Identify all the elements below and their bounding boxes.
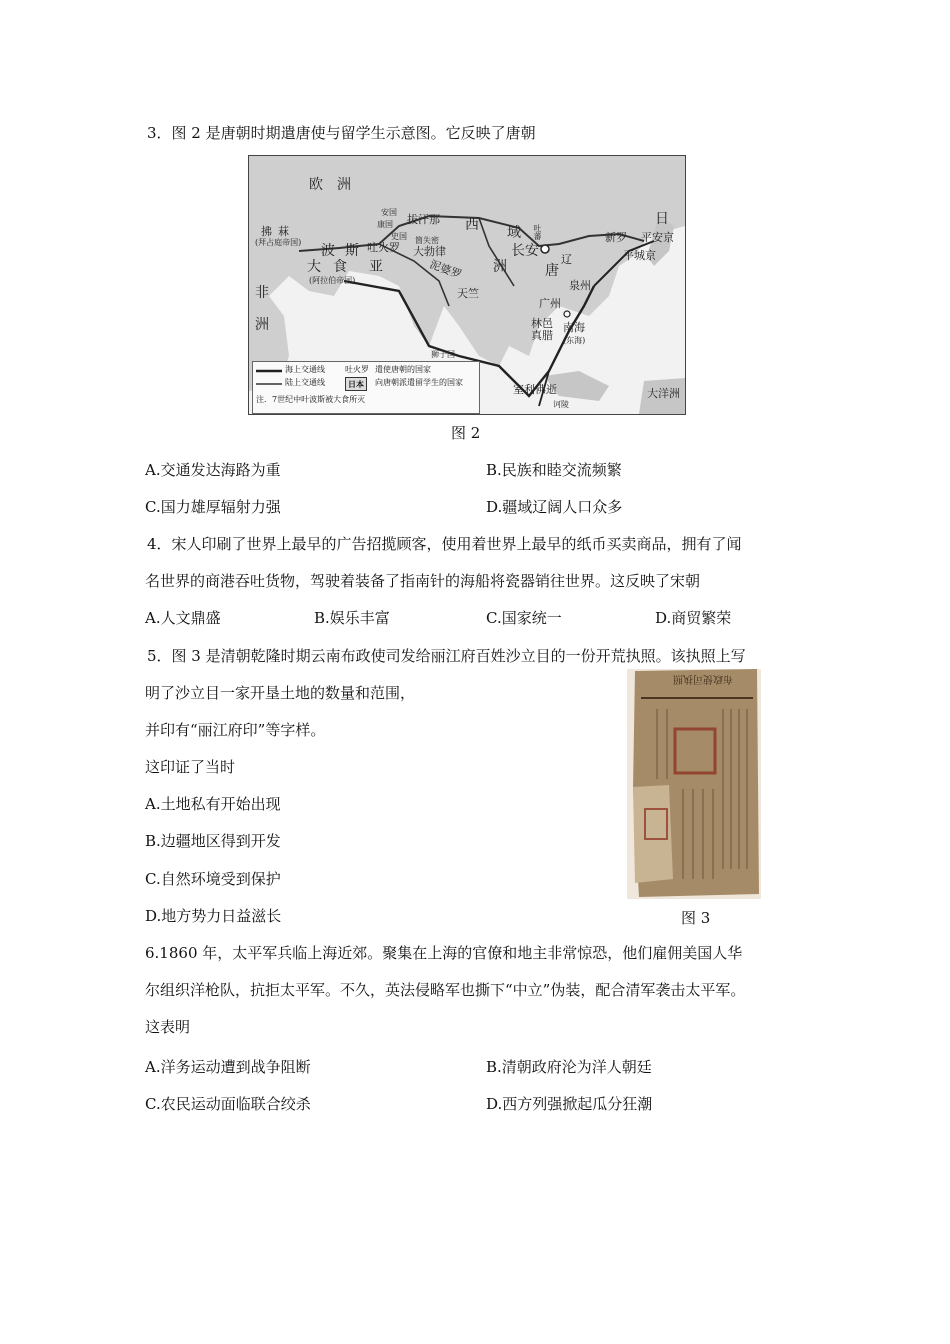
label-kashmir: 箇失密 [415,236,439,245]
q5-option-c[interactable]: C.自然环境受到保护 [145,870,281,888]
q6-line-2: 尔组织洋枪队，抗拒太平军。不久，英法侵略军也撕下“中立”伪装，配合清军袭击太平军。 [145,981,746,999]
q3-option-b[interactable]: B.民族和睦交流频繁 [486,461,622,479]
legend-envoy-sample: 吐火罗 [345,365,369,374]
label-nanhai: 南海 [563,321,585,334]
q5-option-b[interactable]: B.边疆地区得到开发 [145,832,281,850]
figure-2-caption: 图 2 [451,424,481,442]
label-xiyu-2: 域 [507,225,521,241]
figure-3-caption: 图 3 [681,909,711,927]
label-kangguo: 康国 [377,220,393,229]
q4-line-2: 名世界的商港吞吐货物，驾驶着装备了指南针的海船将瓷器销往世界。这反映了宋朝 [145,572,701,590]
q4-option-d[interactable]: D.商贸繁荣 [655,609,732,627]
q6-option-b[interactable]: B.清朝政府沦为洋人朝廷 [486,1058,652,1076]
label-linyi: 林邑 [531,317,553,330]
q5-line-2: 明了沙立目一家开垦土地的数量和范围， [145,684,416,702]
q5-line-1: 5．图 3 是清朝乾隆时期云南布政使司发给丽江府百姓沙立目的一份开荒执照。该执照上写 [147,647,746,665]
label-zhou: 洲 [493,259,507,275]
label-quanzhou: 泉州 [569,279,591,292]
q4-option-a[interactable]: A.人文鼎盛 [145,609,221,627]
label-anguo: 安国 [381,208,397,217]
label-africa-2: 洲 [255,317,269,333]
q6-line-3: 这表明 [145,1018,191,1036]
legend-envoy-desc: 遣使唐朝的国家 [375,365,431,374]
legend-sea: 海上交通线 [285,365,325,374]
q6-line-1: 6.1860 年，太平军兵临上海近郊。聚集在上海的官僚和地主非常惊恐，他们雇佣美国人华 [145,944,743,962]
q5-line-3: 并印有“丽江府印”等字样。 [145,721,326,739]
map-legend [252,361,480,414]
label-tang: 唐 [545,263,559,279]
q6-option-a[interactable]: A.洋务运动遭到战争阻断 [145,1058,311,1076]
q3-option-c[interactable]: C.国力雄厚辐射力强 [145,498,281,516]
label-tubo: 吐蕃 [533,224,542,240]
label-tianzhu: 天竺 [457,287,479,300]
q4-option-b[interactable]: B.娱乐丰富 [314,609,390,627]
label-nanhai-note: (东海) [563,336,586,345]
label-srivijaya: 室利佛逝 [513,383,557,396]
q5-line-4: 这印证了当时 [145,758,236,776]
label-bahannah: 拔汗那 [407,213,440,226]
guangzhou-marker [564,311,570,317]
label-zhenla: 真腊 [531,329,553,342]
license-header-text: 布政使司执照 [673,673,733,684]
q3-option-a[interactable]: A.交通发达海路为重 [145,461,281,479]
q6-option-d[interactable]: D.西方列强掀起瓜分狂潮 [486,1095,653,1113]
license-graphic [627,669,761,899]
label-nepal: 泥婆罗 [427,257,464,282]
legend-student-sample: 日本 [345,377,367,391]
legend-note: 注．7世纪中叶波斯被大食所灭 [256,395,366,404]
label-shizi: 狮子国 [431,350,455,359]
land-license-photo [627,669,761,899]
label-bolor: 大勃律 [413,245,446,258]
label-oceania: 大洋洲 [647,387,680,400]
legend-student-desc: 向唐朝派遣留学生的国家 [375,378,463,387]
q4-line-1: 4．宋人印刷了世界上最早的广告招揽顾客，使用着世界上最早的纸币买卖商品，拥有了闻 [147,535,742,553]
tang-envoy-map [248,155,686,415]
legend-land: 陆上交通线 [285,378,325,387]
q3-option-d[interactable]: D.疆域辽阔人口众多 [486,498,623,516]
label-africa-1: 非 [255,285,269,301]
changan-marker [541,245,549,253]
label-changan: 长安 [511,243,539,259]
label-byzantium: 拂菻 [261,225,295,238]
q5-option-a[interactable]: A.土地私有开始出现 [145,795,281,813]
label-japan: 日 [655,211,669,227]
label-persia: 波斯 [321,243,369,259]
label-silla: 新罗 [605,231,627,244]
label-europe: 欧洲 [309,177,365,193]
label-guangzhou: 广州 [539,297,561,310]
label-heian: 平安京 [641,231,674,244]
label-asia: 亚 [369,259,383,275]
label-heijo: 平城京 [623,249,656,262]
label-byzantium-note: (拜占庭帝国) [255,238,302,247]
q5-option-d[interactable]: D.地方势力日益滋长 [145,907,282,925]
q4-option-c[interactable]: C.国家统一 [486,609,562,627]
label-arabia: 大食 [307,259,359,275]
q6-option-c[interactable]: C.农民运动面临联合绞杀 [145,1095,311,1113]
label-heling: 诃陵 [553,400,569,409]
label-liao: 辽 [561,253,572,266]
label-shiguo: 史国 [391,232,407,241]
label-xiyu-1: 西 [465,217,479,233]
label-tokhara: 吐火罗 [367,241,400,254]
label-arabia-note: (阿拉伯帝国) [309,276,356,285]
q3-stem: 3．图 2 是唐朝时期遣唐使与留学生示意图。它反映了唐朝 [147,124,536,142]
